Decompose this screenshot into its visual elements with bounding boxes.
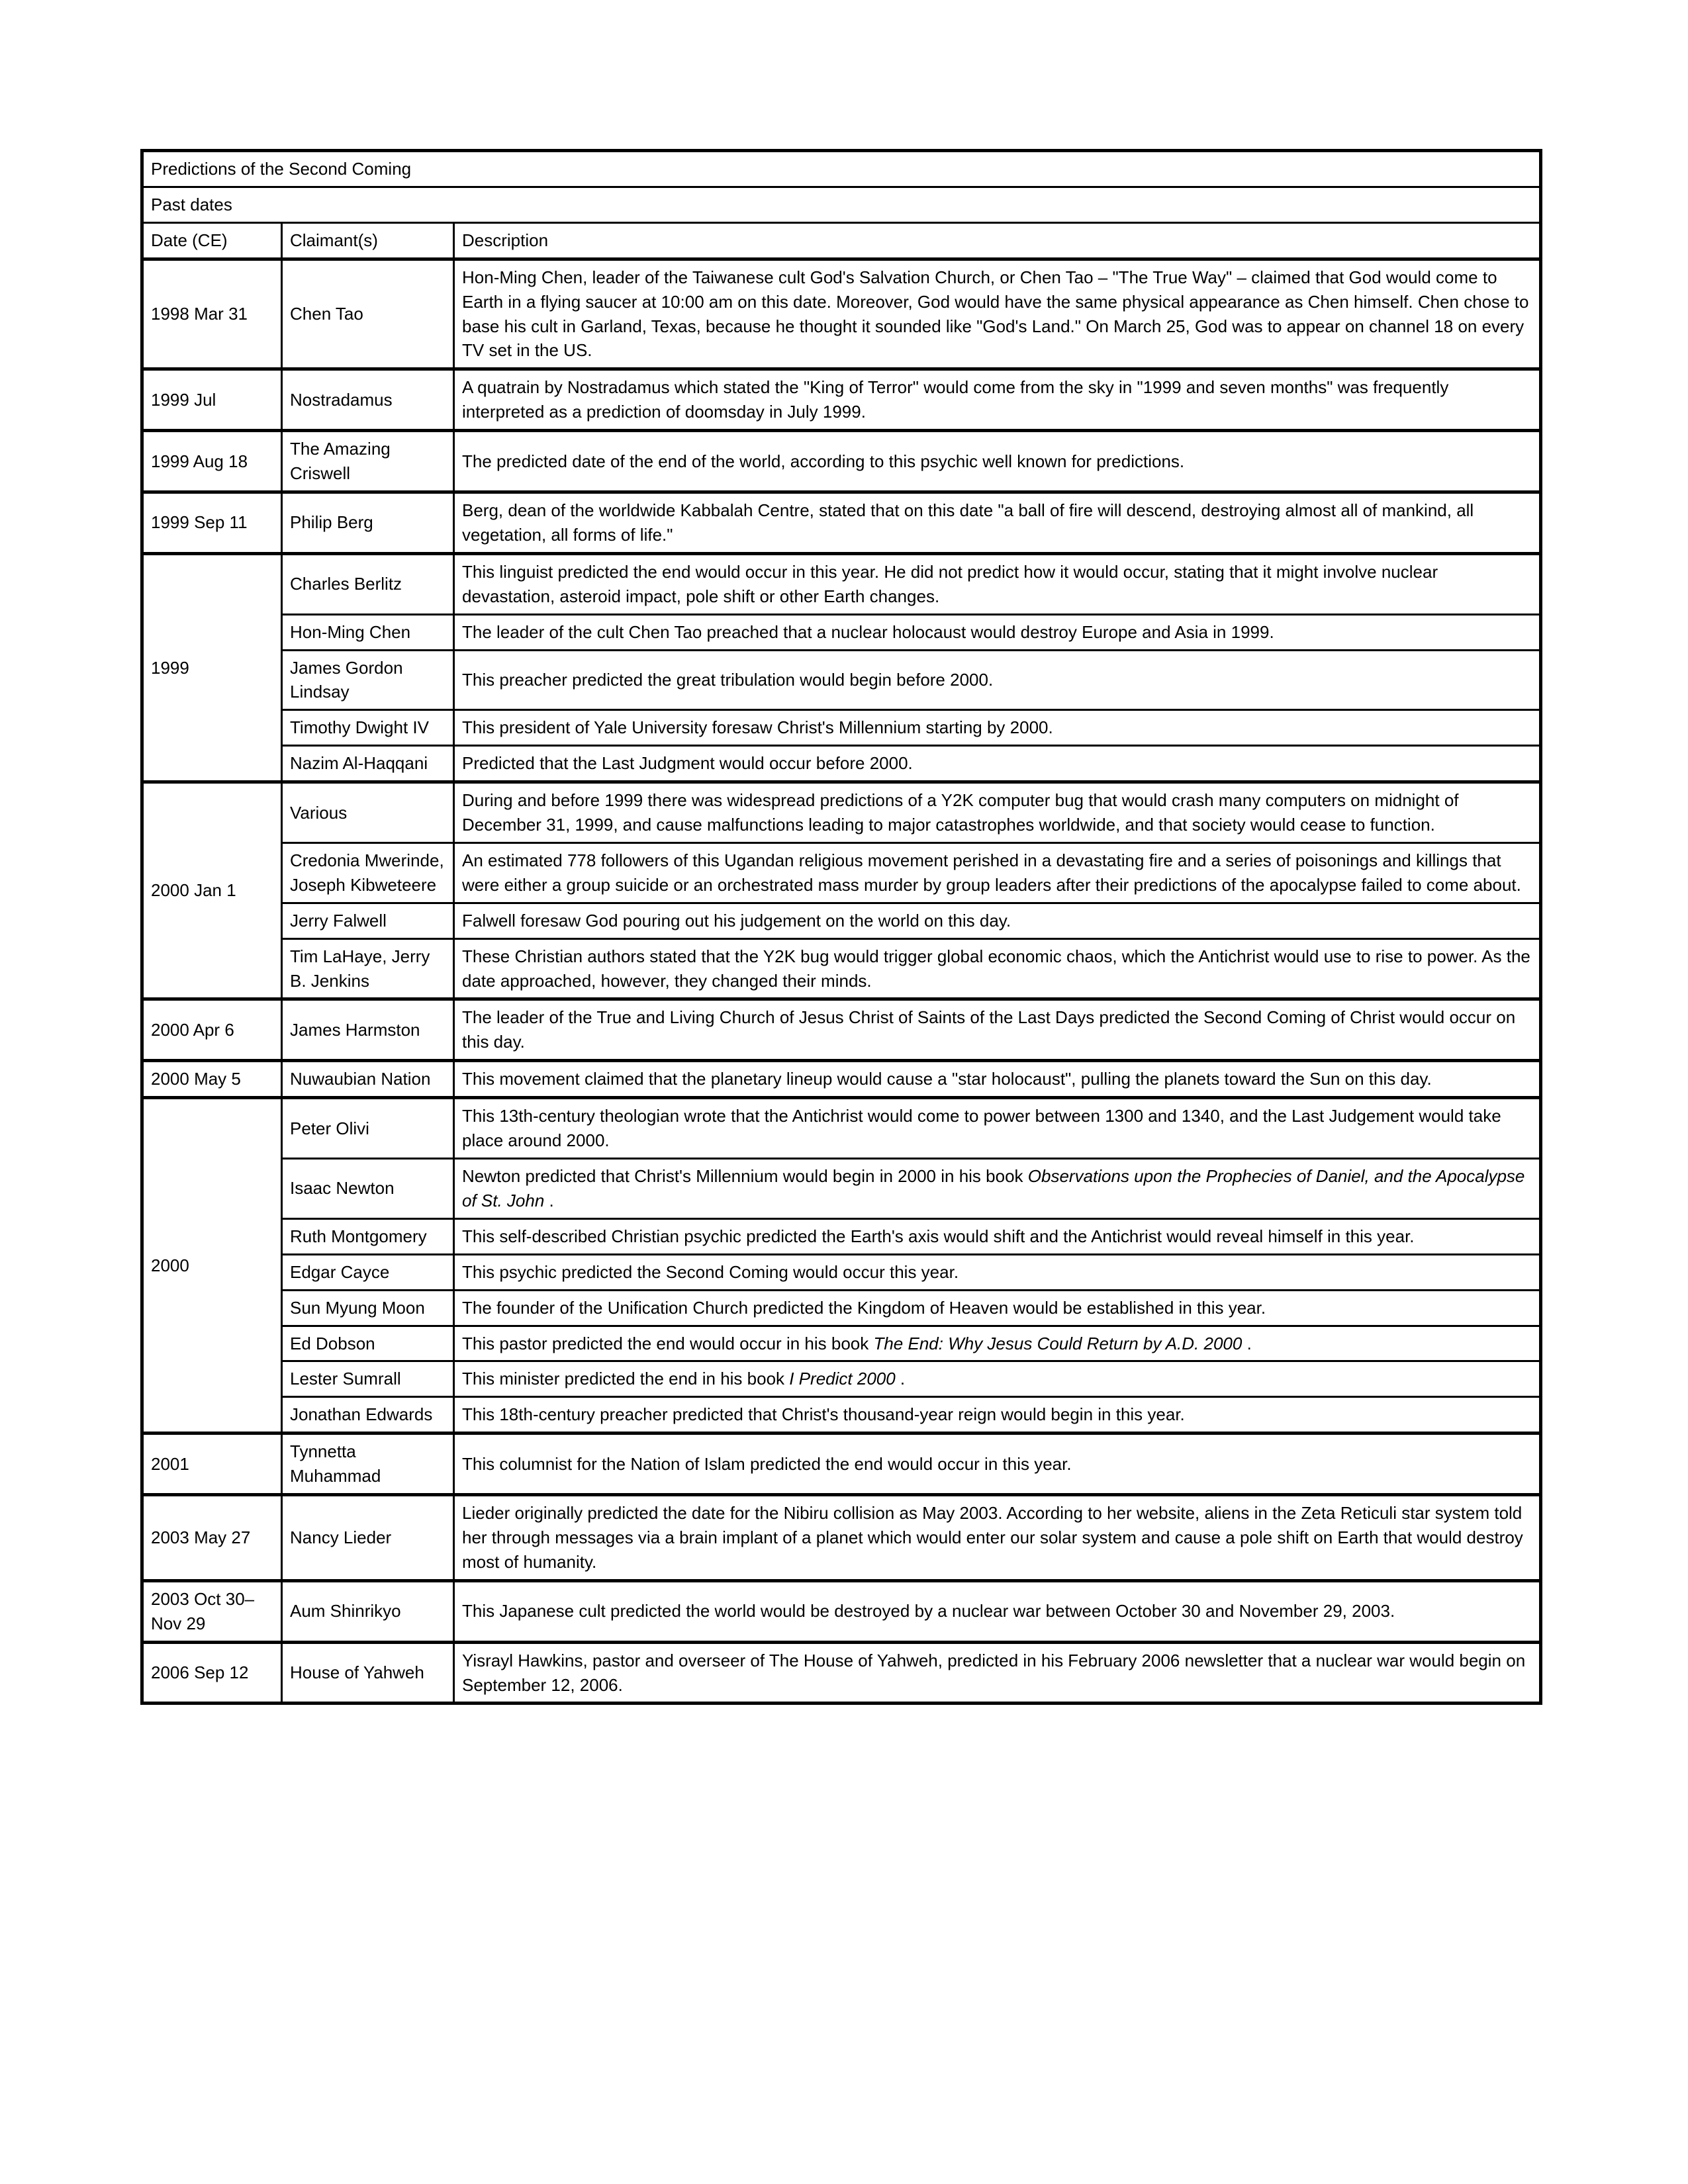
table-row <box>142 999 1541 1061</box>
table-row <box>142 259 1541 369</box>
cell-claimant: Isaac Newton <box>282 1159 454 1219</box>
cell-claimant: Tim LaHaye, Jerry B. Jenkins <box>282 938 454 999</box>
cell-description: During and before 1999 there was widespread predictions of a Y2K computer bug that would crash many computers on midnight of December 31, 1999, and cause malfunctions leading to major catastrophes worldwide, and that society would cease to function. <box>454 782 1541 843</box>
cell-date: 1999 Sep 11 <box>142 492 282 553</box>
cell-description: This preacher predicted the great tribulation would begin before 2000. <box>454 650 1541 710</box>
cell-date: 2001 <box>142 1433 282 1495</box>
table-row <box>142 1580 1541 1642</box>
predictions-table-container <box>140 149 1539 1705</box>
cell-date: 2000 May 5 <box>142 1061 282 1098</box>
cell-claimant: Edgar Cayce <box>282 1254 454 1290</box>
table-row <box>142 938 1541 999</box>
cell-claimant: Various <box>282 782 454 843</box>
cell-description: This minister predicted the end in his book I Predict 2000 . <box>454 1361 1541 1397</box>
cell-claimant: Sun Myung Moon <box>282 1290 454 1326</box>
cell-claimant: Jerry Falwell <box>282 903 454 938</box>
cell-description: The leader of the cult Chen Tao preached that a nuclear holocaust would destroy Europe and Asia in 1999. <box>454 614 1541 650</box>
cell-date: 2003 May 27 <box>142 1495 282 1581</box>
cell-description: An estimated 778 followers of this Ugandan religious movement perished in a devastating fire and a series of poisonings and killings that were either a group suicide or an orchestrated mass murder by group leaders after their predictions of the apocalypse failed to come about. <box>454 842 1541 903</box>
cell-claimant: James Gordon Lindsay <box>282 650 454 710</box>
table-row <box>142 746 1541 782</box>
table-body <box>142 151 1541 1704</box>
table-row <box>142 1218 1541 1254</box>
cell-date: 2000 Jan 1 <box>142 782 282 999</box>
cell-claimant: James Harmston <box>282 999 454 1061</box>
table-row <box>142 1433 1541 1495</box>
table-row <box>142 903 1541 938</box>
cell-claimant: Chen Tao <box>282 259 454 369</box>
table-row <box>142 782 1541 843</box>
table-row <box>142 1361 1541 1397</box>
table-row <box>142 1495 1541 1581</box>
cell-claimant: Ruth Montgomery <box>282 1218 454 1254</box>
cell-description: This Japanese cult predicted the world would be destroyed by a nuclear war between October 30 and November 29, 2003. <box>454 1580 1541 1642</box>
table-row <box>142 431 1541 492</box>
cell-description: This pastor predicted the end would occur in his book The End: Why Jesus Could Return by A.D. 2000 . <box>454 1326 1541 1361</box>
table-row <box>142 369 1541 431</box>
table-row <box>142 492 1541 553</box>
cell-date: 2003 Oct 30–Nov 29 <box>142 1580 282 1642</box>
predictions-table <box>140 149 1542 1705</box>
cell-claimant: Charles Berlitz <box>282 553 454 614</box>
cell-description: Falwell foresaw God pouring out his judgement on the world on this day. <box>454 903 1541 938</box>
cell-claimant: The Amazing Criswell <box>282 431 454 492</box>
cell-description: This president of Yale University foresaw Christ's Millennium starting by 2000. <box>454 710 1541 746</box>
cell-description: This columnist for the Nation of Islam predicted the end would occur in this year. <box>454 1433 1541 1495</box>
cell-description: Newton predicted that Christ's Millennium would begin in 2000 in his book Observations upon the Prophecies of Daniel, and the Apocalypse of St. John . <box>454 1159 1541 1219</box>
cell-date: 1999 Aug 18 <box>142 431 282 492</box>
table-row <box>142 1061 1541 1098</box>
cell-description: Berg, dean of the worldwide Kabbalah Centre, stated that on this date "a ball of fire will descend, destroying almost all of mankind, all vegetation, all forms of life." <box>454 492 1541 553</box>
cell-description: Lieder originally predicted the date for the Nibiru collision as May 2003. According to her website, aliens in the Zeta Reticuli star system told her through messages via a brain implant of a planet which would enter our solar system and cause a pole shift on Earth that would destroy most of humanity. <box>454 1495 1541 1581</box>
cell-description: The founder of the Unification Church predicted the Kingdom of Heaven would be established in this year. <box>454 1290 1541 1326</box>
cell-claimant: Ed Dobson <box>282 1326 454 1361</box>
cell-claimant: Philip Berg <box>282 492 454 553</box>
cell-description: This linguist predicted the end would occur in this year. He did not predict how it would occur, stating that it might involve nuclear devastation, asteroid impact, pole shift or other Earth changes. <box>454 553 1541 614</box>
cell-claimant: Nuwaubian Nation <box>282 1061 454 1098</box>
cell-description: This self-described Christian psychic predicted the Earth's axis would shift and the Antichrist would reveal himself in this year. <box>454 1218 1541 1254</box>
cell-claimant: Hon-Ming Chen <box>282 614 454 650</box>
cell-description: The leader of the True and Living Church of Jesus Christ of Saints of the Last Days predicted the Second Coming of Christ would occur on this day. <box>454 999 1541 1061</box>
cell-description: The predicted date of the end of the world, according to this psychic well known for predictions. <box>454 431 1541 492</box>
cell-description: Yisrayl Hawkins, pastor and overseer of The House of Yahweh, predicted in his February 2006 newsletter that a nuclear war would begin on September 12, 2006. <box>454 1642 1541 1704</box>
column-header-description: Description <box>454 222 1541 259</box>
cell-description: This psychic predicted the Second Coming would occur this year. <box>454 1254 1541 1290</box>
cell-description: Predicted that the Last Judgment would occur before 2000. <box>454 746 1541 782</box>
table-row <box>142 1098 1541 1159</box>
cell-claimant: Timothy Dwight IV <box>282 710 454 746</box>
table-row <box>142 1326 1541 1361</box>
cell-claimant: Lester Sumrall <box>282 1361 454 1397</box>
cell-claimant: Nancy Lieder <box>282 1495 454 1581</box>
table-row <box>142 1159 1541 1219</box>
cell-claimant: Credonia Mwerinde, Joseph Kibweteere <box>282 842 454 903</box>
page-title: Predictions of the Second Coming <box>142 151 1541 187</box>
table-row <box>142 710 1541 746</box>
cell-date: 2000 Apr 6 <box>142 999 282 1061</box>
table-row <box>142 1290 1541 1326</box>
table-row <box>142 553 1541 614</box>
column-header-date: Date (CE) <box>142 222 282 259</box>
cell-description: Hon-Ming Chen, leader of the Taiwanese cult God's Salvation Church, or Chen Tao – "The True Way" – claimed that God would come to Earth in a flying saucer at 10:00 am on this date. Moreover, God would have the same physical appearance as Chen himself. Chen chose to base his cult in Garland, Texas, because he thought it sounded like "God's Land." On March 25, God was to appear on channel 18 on every TV set in the US. <box>454 259 1541 369</box>
table-row <box>142 614 1541 650</box>
table-subtitle-row <box>142 187 1541 222</box>
cell-date: 1999 <box>142 553 282 782</box>
cell-description: A quatrain by Nostradamus which stated the "King of Terror" would come from the sky in "1999 and seven months" was frequently interpreted as a prediction of doomsday in July 1999. <box>454 369 1541 431</box>
table-row <box>142 842 1541 903</box>
table-row <box>142 1254 1541 1290</box>
cell-date: 1999 Jul <box>142 369 282 431</box>
column-header-claimant: Claimant(s) <box>282 222 454 259</box>
cell-claimant: Jonathan Edwards <box>282 1397 454 1433</box>
cell-claimant: Nazim Al-Haqqani <box>282 746 454 782</box>
table-row <box>142 1397 1541 1433</box>
cell-description: This 18th-century preacher predicted that Christ's thousand-year reign would begin in this year. <box>454 1397 1541 1433</box>
cell-date: 1998 Mar 31 <box>142 259 282 369</box>
cell-claimant: Tynnetta Muhammad <box>282 1433 454 1495</box>
cell-date: 2000 <box>142 1098 282 1433</box>
table-header-row <box>142 222 1541 259</box>
cell-description: These Christian authors stated that the Y2K bug would trigger global economic chaos, which the Antichrist would use to rise to power. As the date approached, however, they changed their minds. <box>454 938 1541 999</box>
cell-date: 2006 Sep 12 <box>142 1642 282 1704</box>
cell-description: This movement claimed that the planetary lineup would cause a "star holocaust", pulling the planets toward the Sun on this day. <box>454 1061 1541 1098</box>
cell-description: This 13th-century theologian wrote that the Antichrist would come to power between 1300 and 1340, and the Last Judgement would take place around 2000. <box>454 1098 1541 1159</box>
cell-claimant: Aum Shinrikyo <box>282 1580 454 1642</box>
table-row <box>142 1642 1541 1704</box>
cell-claimant: House of Yahweh <box>282 1642 454 1704</box>
table-title-row <box>142 151 1541 187</box>
section-subtitle: Past dates <box>142 187 1541 222</box>
table-row <box>142 650 1541 710</box>
cell-claimant: Peter Olivi <box>282 1098 454 1159</box>
cell-claimant: Nostradamus <box>282 369 454 431</box>
